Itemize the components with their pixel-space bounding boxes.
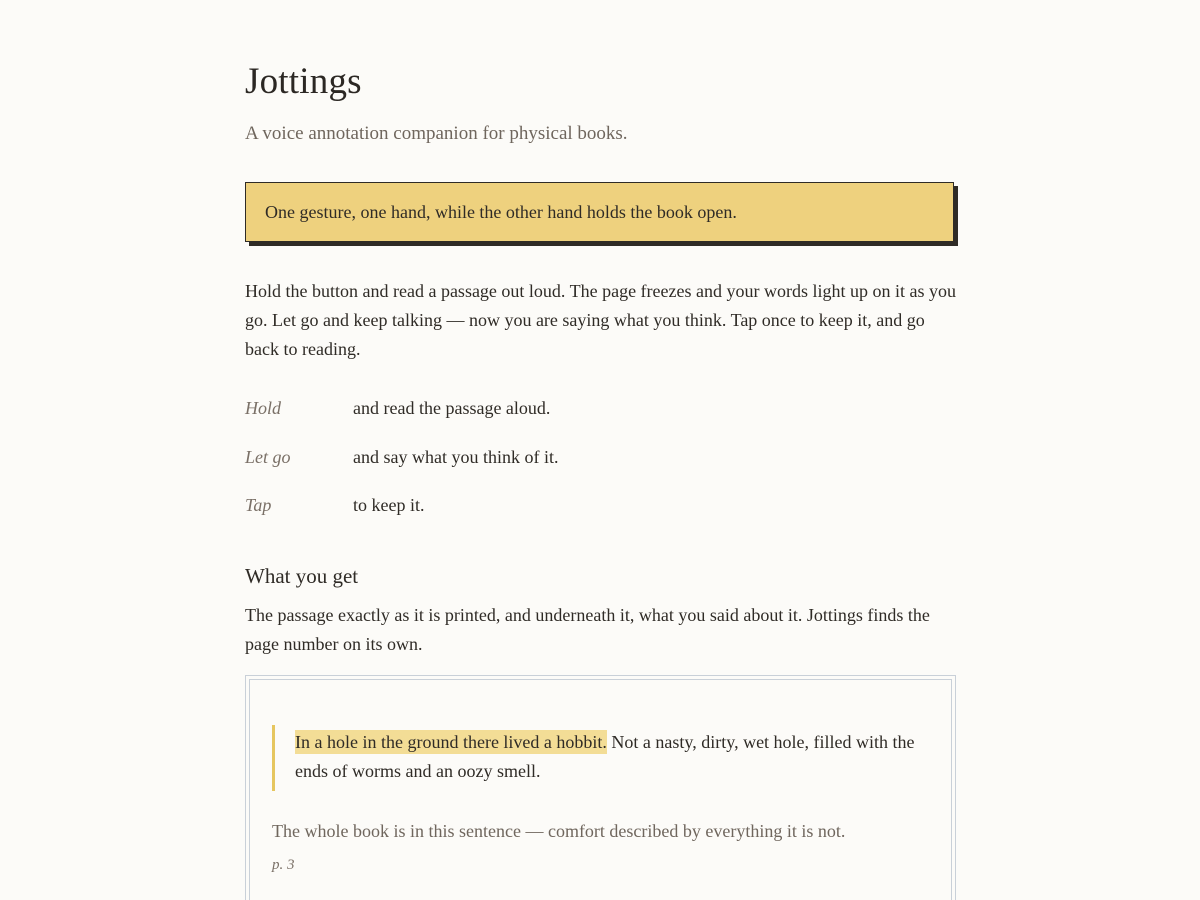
- step-term: Let go: [245, 446, 291, 467]
- step-desc: and say what you think of it.: [353, 446, 559, 467]
- highlighted-passage: In a hole in the ground there lived a hobbit.: [295, 731, 607, 752]
- page-title: Jottings: [245, 61, 362, 102]
- gesture-callout: [245, 182, 954, 242]
- page: [245, 0, 956, 900]
- step-term: Tap: [245, 495, 272, 515]
- step-tap: [245, 492, 956, 541]
- example-card-inner: [249, 679, 952, 900]
- section-heading: What you get: [245, 563, 359, 588]
- step-desc: to keep it.: [353, 495, 425, 515]
- step-hold: [245, 395, 956, 444]
- quote-rest: Not a nasty, dirty, wet hole, filled with the ends of worms and an oozy smell.: [295, 731, 915, 781]
- page-number: p. 3: [272, 856, 295, 873]
- callout-text: One gesture, one hand, while the other hand holds the book open.: [265, 201, 737, 222]
- page-subtitle: A voice annotation companion for physical books.: [245, 123, 628, 144]
- intro-paragraph: Hold the button and read a passage out loud. The page freezes and your words light up on it as you go. Let go and keep talking — now you are saying what you think. Tap once to keep it, and go back to reading.: [245, 281, 956, 359]
- example-card: [245, 675, 956, 900]
- step-desc: and read the passage aloud.: [353, 398, 551, 418]
- step-let-go: [245, 444, 956, 493]
- section-paragraph: The passage exactly as it is printed, and underneath it, what you said about it. Jottings finds the page number on its own.: [245, 604, 930, 654]
- book-quote: [272, 725, 929, 791]
- step-term: Hold: [245, 398, 281, 418]
- spoken-note: The whole book is in this sentence — comfort described by everything it is not.: [272, 820, 846, 841]
- gesture-steps: [245, 395, 956, 541]
